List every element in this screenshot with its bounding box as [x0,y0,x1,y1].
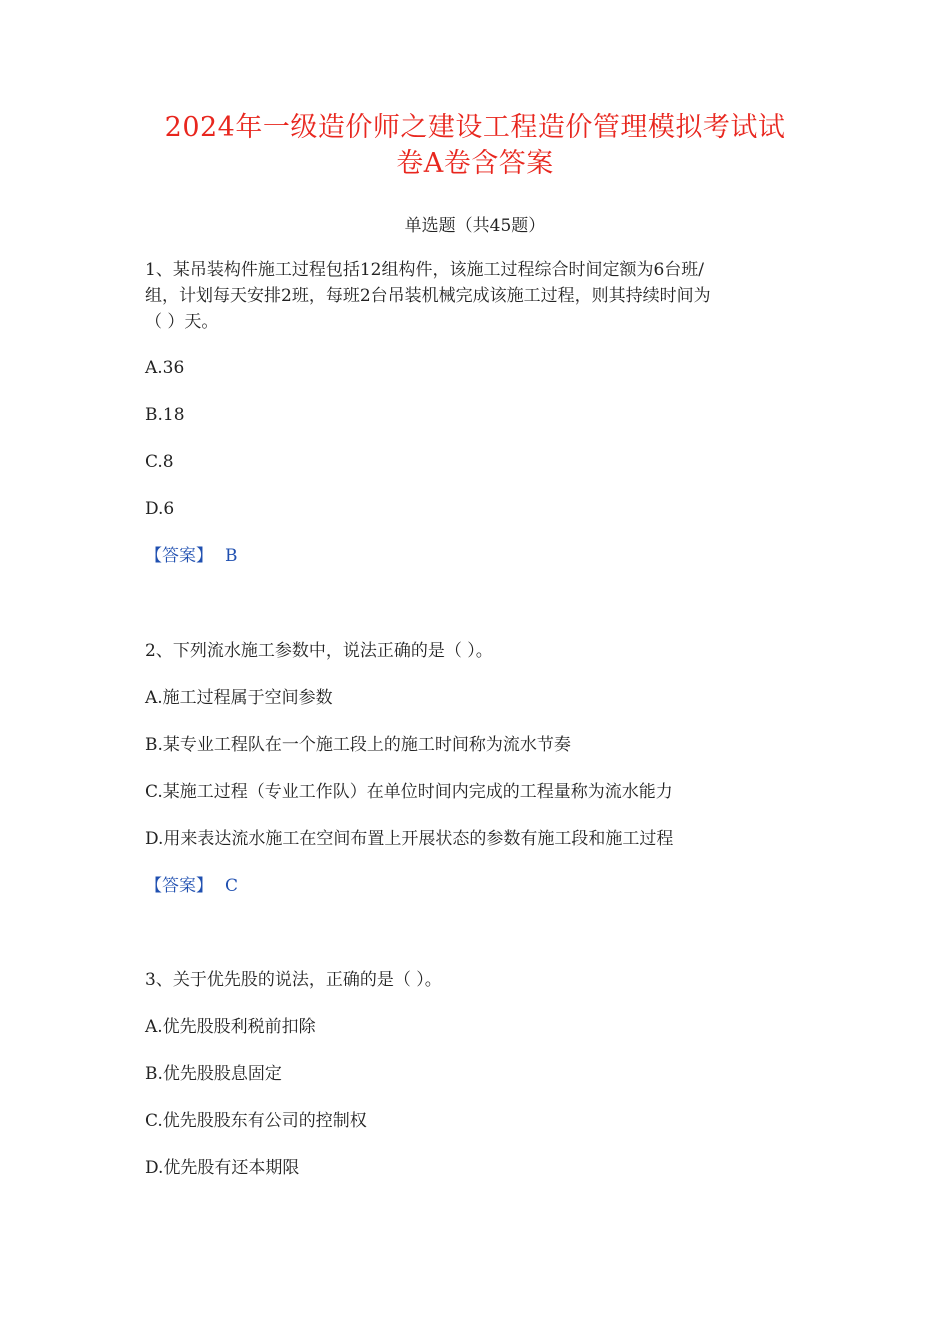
section-heading: 单选题（共45题） [404,216,546,236]
question-1-option-c: C.8 [145,452,174,472]
question-2-stem-line-1: 2、下列流水施工参数中，说法正确的是（ ）。 [145,641,493,661]
answer-label: 【答案】 [145,876,213,896]
question-1-option-a: A.36 [145,358,185,378]
document-title-line-1: 2024年一级造价师之建设工程造价管理模拟考试试 [164,112,786,143]
question-1-stem-line-2: 组，计划每天安排2班，每班2台吊装机械完成该施工过程，则其持续时间为 [145,286,711,306]
question-3-option-c: C.优先股股东有公司的控制权 [145,1111,367,1131]
question-2-option-b: B.某专业工程队在一个施工段上的施工时间称为流水节奏 [145,735,571,755]
question-3-option-a: A.优先股股利税前扣除 [145,1017,316,1037]
answer-value: C [225,876,239,896]
question-3-stem-line-1: 3、关于优先股的说法，正确的是（ ）。 [145,970,442,990]
question-2-option-a: A.施工过程属于空间参数 [145,688,333,708]
question-3-option-d: D.优先股有还本期限 [145,1158,300,1178]
question-2-answer [145,874,238,898]
question-1-stem-line-3: （ ）天。 [145,312,219,332]
question-2-option-c: C.某施工过程（专业工作队）在单位时间内完成的工程量称为流水能力 [145,782,673,802]
answer-value: B [225,546,238,566]
document-title-line-2: 卷A卷含答案 [396,148,554,179]
question-3-option-b: B.优先股股息固定 [145,1064,282,1084]
question-1-answer [145,544,238,568]
question-1-option-d: D.6 [145,499,175,519]
answer-label: 【答案】 [145,546,213,566]
question-1-option-b: B.18 [145,405,185,425]
question-1-stem-line-1: 1、某吊装构件施工过程包括12组构件，该施工过程综合时间定额为6台班/ [145,260,704,280]
question-2-option-d: D.用来表达流水施工在空间布置上开展状态的参数有施工段和施工过程 [145,829,674,849]
